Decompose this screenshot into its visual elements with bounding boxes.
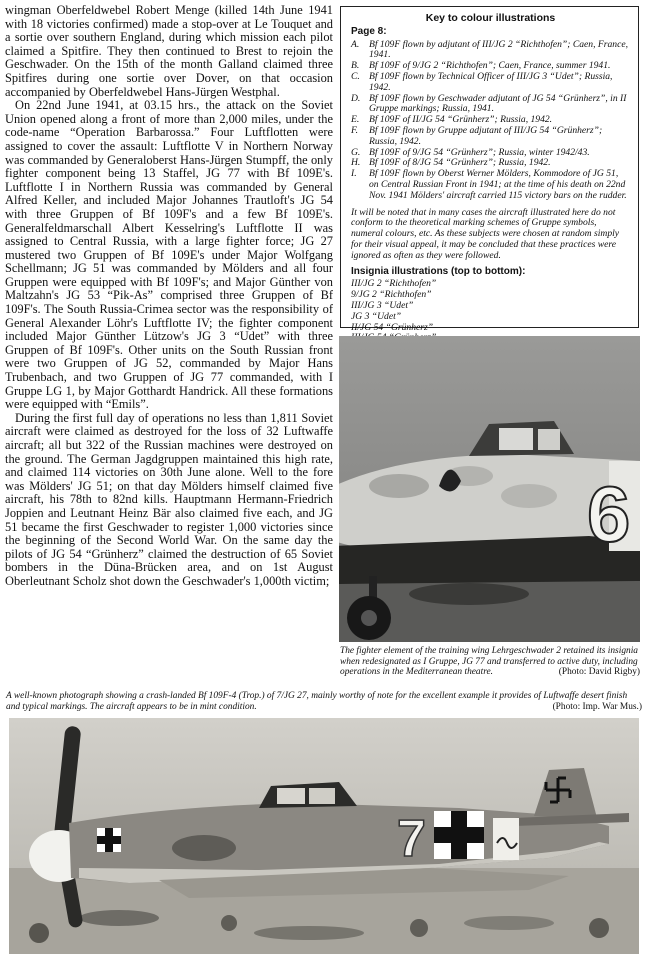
key-text: Bf 109F flown by Geschwader adjutant of JG 54 “Grünherz”, in II Gruppe markings; Russia, 1941. [369, 92, 627, 115]
colour-key-box [340, 6, 639, 333]
key-text: Bf 109F flown by adjutant of III/JG 2 “Richthofen”; Caen, France, 1941. [369, 38, 628, 61]
key-text: Bf 109F of II/JG 54 “Grünherz”; Russia, 1942. [369, 114, 553, 126]
body-text-column [5, 4, 333, 589]
photo1-credit: (Photo: David Rigby) [558, 667, 640, 678]
key-item [351, 94, 630, 116]
fighter-number: 6 [587, 470, 631, 558]
key-text: Bf 109F of 9/JG 2 “Richthofen”; Caen, France, summer 1941. [369, 60, 611, 72]
crashed-bf109-photo [9, 718, 639, 954]
key-text: Bf 109F of 8/JG 54 “Grünherz”; Russia, 1942. [369, 157, 551, 169]
key-text: Bf 109F flown by Gruppe adjutant of III/JG 54 “Grünherz”; Russia, 1942. [369, 124, 603, 147]
photo2-caption-text: A well-known photograph showing a crash-landed Bf 109F-4 (Trop.) of 7/JG 27, mainly worthy of note for the excellent example it provides of Luftwaffe desert finish and typical markings. The aircraft appears to be in mint condition. [6, 691, 628, 712]
photo1-caption-text: The fighter element of the training wing Lehrgeschwader 2 retained its insignia when redesignated as I Gruppe, JG 77 and transferred to active duty, including operations in the Mediterranean theatre. [340, 646, 638, 678]
insignia-item: III/JG 3 “Udet” [351, 299, 414, 311]
photo2-caption [6, 691, 642, 712]
paragraph-2: On 22nd June 1941, at 03.15 hrs., the attack on the Soviet Union opened along a front of more than 2,000 miles, under the code-name “Operation Barbarossa.” Four Luftflotten were assigned to cover the assault: Luftflotte V in Northern Norway was commanded by Generaloberst Hans-Jürgen Stumpff, the only fighter component being 13 Staffel, JG 77 with Bf 109E's. Luftflotte I in Northern Russia was commanded by General Alfred Keller, and included Major Johannes Trautloft's JG 54 with three Gruppen of Bf 109F's and a few Bf 109E's. Generalfeldmarschall Albert Kesselring's Luftflotte II was assigned to Central Russia, with a large fighter force; JG 27 mustered two Gruppen of Bf 109E's under Major Wolfgang Schellmann; JG 51 was commanded by Mölders and all four Gruppen were equipped with Bf 109F's; and Major Günther von Maltzahn's JG 53 “Pik-As” comprised three Gruppen of Bf 109F's. The South Russia-Crimea sector was the responsibility of General Alexander Löhr's Luftflotte IV; the fighter component included Major Günther Lützow's JG 3 “Udet” with three Gruppen of Bf 109F's. Other units on the South Russian front were two Gruppen of JG 52, commanded by Major Hans Trubenbach, and two Gruppen of JG 77 commanded, with I Gruppe LG 1, by Major Gotthardt Handrick. All these formations were equipped with “Emils”. [5, 98, 333, 412]
key-text: Bf 109F flown by Technical Officer of III/JG 3 “Udet”; Russia, 1942. [369, 70, 613, 93]
insignia-item: JG 3 “Udet” [351, 310, 402, 322]
key-title: Key to colour illustrations [425, 12, 556, 24]
insignia-item: III/JG 2 “Richthofen” [351, 278, 437, 290]
crashed-bf109-illustration [9, 718, 639, 954]
fighter-closeup-illustration [339, 336, 640, 642]
key-letter: I. [351, 168, 357, 180]
key-page-label: Page 8: [351, 25, 387, 37]
key-letter: G. [351, 146, 361, 158]
key-item [351, 72, 630, 94]
key-letter: F. [351, 124, 359, 136]
insignia-item: 9/JG 2 “Richthofen” [351, 289, 432, 301]
insignia-item: II/JG 54 “Grünherz” [351, 321, 434, 333]
key-list [351, 40, 630, 202]
paragraph-3: During the first full day of operations no less than 1,811 Soviet aircraft were claimed as destroyed for the loss of 32 Luftwaffe aircraft; all but 322 of the Russian machines were destroyed on the ground. The German Jagdgruppen maintained this high rate, and claimed 114 victories on 30th June alone. Well to the fore was Mölders' JG 51; on that day Mölders himself claimed five aircraft, his 78th to 82nd kills. Hauptmann Hermann-Friedrich Joppien and Leutnant Heinz Bär also claimed five each, and JG 51 became the first Geschwader to register 1,000 victories since the beginning of the Second World War. On the same day the pilots of JG 54 “Grünherz” claimed the destruction of 65 Soviet bombers in the Düna-Brücken area, and on 1st August Oberleutnant Scholz shot down the Geschwader's 1,000th victim; [5, 410, 333, 588]
key-letter: D. [351, 92, 361, 104]
key-letter: B. [351, 60, 360, 72]
key-item [351, 126, 630, 148]
key-text: Bf 109F of 9/JG 54 “Grünherz”; Russia, winter 1942/43. [369, 146, 590, 158]
insignia-title: Insignia illustrations (top to bottom): [351, 265, 526, 277]
key-item [351, 169, 630, 201]
fighter-closeup-photo [339, 336, 640, 642]
key-letter: E. [351, 114, 360, 126]
key-text: Bf 109F flown by Oberst Werner Mölders, Kommodore of JG 51, on Central Russian Front in 1941; at the time of his death on 22nd Nov. 1941 Mölders' aircraft carried 115 victory bars on the rudder. [369, 168, 627, 201]
key-note: It will be noted that in many cases the aircraft illustrated here do not conform to the theoretical marking schemes of Gruppe symbols, numeral colours, etc. As these subjects were chosen at random simply for their visual appeal, it may be concluded that these practices were ignored as often as they were followed. [351, 206, 620, 261]
paragraph-1: wingman Oberfeldwebel Robert Menge (killed 14th June 1941 with 18 victories confirmed) made a stop-over at Le Touquet and a sortie over southern England, during which mission each pilot claimed a Spitfire. They then continued to Brest to rejoin the Geschwader. On the 15th of the month Galland claimed three Spitfires during one sortie over Dover, on that occasion accompanied by Oberfeldwebel Hans-Jürgen Westphal. [5, 3, 333, 99]
key-letter: H. [351, 157, 361, 169]
photo1-caption [340, 646, 640, 678]
key-letter: A. [351, 38, 360, 50]
key-letter: C. [351, 70, 360, 82]
key-item [351, 40, 630, 62]
aircraft-number: 7 [397, 810, 426, 868]
photo2-credit: (Photo: Imp. War Mus.) [552, 701, 642, 712]
